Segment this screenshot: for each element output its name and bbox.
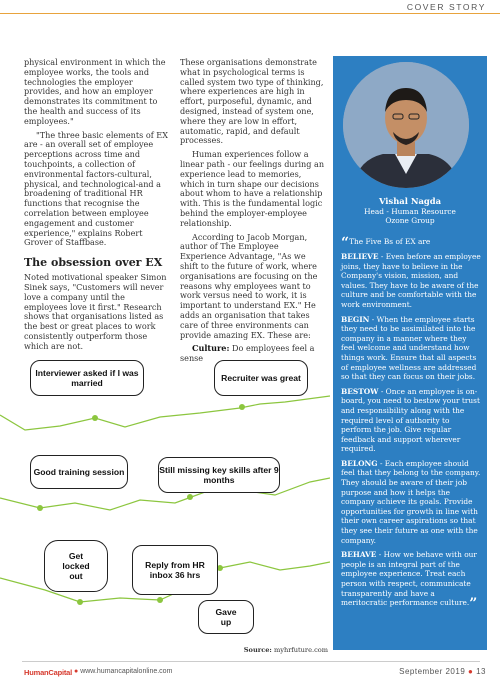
sidebar-item-label: BELONG — [341, 458, 378, 468]
logo-part: Capital — [48, 668, 73, 677]
journey-dot — [187, 494, 193, 500]
sidebar-item-label: BEGIN — [341, 314, 370, 324]
profile-photo — [343, 62, 469, 188]
sidebar-item-label: BEHAVE — [341, 550, 377, 560]
sidebar-item-text: - How we behave with our people is an integral part of the employee experience. Treat each person with respect, communicate transparently and have a meritocratic performance culture. — [341, 550, 477, 608]
footer-rule — [22, 661, 480, 662]
sidebar-item — [341, 459, 481, 545]
bubble-text: Reply from HR inbox 36 hrs — [145, 560, 205, 580]
paragraph: physical environment in which the employee works, the tools and technologies the employer provides, and how an employer demonstrates its commitment to the health and success of its employees." — [24, 57, 166, 126]
article-column-2 — [180, 58, 326, 368]
article-column-1 — [24, 58, 170, 356]
speech-bubble — [158, 457, 280, 493]
person-icon — [343, 62, 469, 188]
source-label: Source: — [243, 646, 272, 654]
header-rule — [0, 13, 500, 14]
sidebar-item-text: - Each employee should feel that they belong to the company. They should be aware of their job purpose and how it helps the company achieve its goals. Provide opportunities for growth in line with their own career aspirations so that they see their future as one with the company. — [341, 458, 481, 545]
paragraph: Noted motivational speaker Simon Sinek says, "Customers will never love a company until the employees love it first." Research shows that organisations listed as the best or great places to work consistently outperform those which are not. — [24, 272, 167, 351]
speech-bubble — [214, 360, 308, 396]
paragraph: Human experiences follow a linear path - our feelings during an experience lead to memories, which in turn shape our decisions about whom to have a relationship with. This is the fundamental logic behind the employer-employee relationship. — [180, 149, 325, 228]
footer-url — [74, 668, 172, 675]
section-label: COVER STORY — [406, 2, 486, 12]
sidebar-item-text: - When the employee starts they need to be assimilated into the company in a manner where they feel welcome and understand how things work. Ensure that all aspects of employee wellness are addressed so that they can focus on their jobs. — [341, 314, 477, 382]
sidebar-item-label: BESTOW — [341, 386, 379, 396]
paragraph: According to Jacob Morgan, author of The Employee Experience Advantage, "As we shift to the future of work, where organisations are focusing on the reasons why employees want to work versus need to work, it is important to understand EX." He adds an organisation that takes care of three environments can provide amazing EX. These are: — [180, 231, 318, 340]
culture-text: Do employees feel a sense — [180, 343, 315, 364]
source-credit — [244, 646, 328, 654]
speech-bubble — [30, 360, 144, 396]
culture-label: Culture: — [192, 343, 230, 354]
journey-dot — [157, 597, 163, 603]
publication-logo — [24, 668, 72, 677]
bubble-text: Still missing key skills after 9 months — [159, 465, 279, 485]
page-number: 13 — [476, 667, 486, 676]
sidebar-item-text: - Once an employee is on-board, you need to bestow your trust and responsibility along with the required level of authority to perform the job. Give regular feedback and support wherever required. — [341, 386, 480, 454]
bubble-text: Gave up — [215, 607, 237, 627]
sidebar-item — [341, 252, 481, 310]
issue-date: September 2019 — [399, 667, 466, 676]
sidebar-item-label: BELIEVE — [341, 252, 379, 261]
logo-part: Human — [24, 668, 49, 677]
paragraph: "The three basic elements of EX are - an overall set of employee perceptions across time and touchpoints, a collection of environmental factors-cultural, physical, and technological-and a broadening of traditional HR functions that recognise the correlation between employee engagement and customer experience," explains Robert Grover of Staffbase. — [24, 129, 168, 248]
journey-dot — [77, 599, 83, 605]
sidebar-item — [341, 550, 481, 613]
profile-role: Head - Human Resource — [364, 207, 456, 216]
speech-bubble — [44, 540, 108, 592]
sidebar-item-text: - Even before an employee joins, they have to believe in the Company's vision, mission, and values. They have to be aware of the culture and be comfortable with the work environment. — [341, 252, 481, 309]
sidebar-intro-text: The Five Bs of EX are — [349, 237, 431, 246]
sidebar-item — [341, 315, 481, 382]
profile-name: Vishal Nagda — [378, 196, 442, 206]
bubble-text: Good training session — [33, 467, 125, 477]
profile-company: Ozone Group — [385, 216, 435, 225]
bubble-text: Interviewer asked if I was married — [35, 368, 139, 388]
footer-url-text[interactable]: www.humancapitalonline.com — [80, 668, 173, 675]
journey-dot — [92, 415, 98, 421]
bullet-icon: ● — [468, 667, 474, 676]
bubble-text: Recruiter was great — [221, 373, 301, 383]
journey-dot — [239, 404, 245, 410]
footer-date — [399, 667, 486, 676]
bullet-icon: ● — [74, 668, 79, 675]
sidebar-content — [341, 237, 481, 613]
source-text: myhrfuture.com — [273, 646, 328, 654]
sidebar-intro — [341, 235, 481, 251]
speech-bubble — [132, 545, 218, 595]
bubble-text: Get locked out — [62, 551, 90, 581]
journey-line-1 — [0, 396, 330, 430]
open-quote-icon: “ — [341, 235, 350, 251]
close-quote-icon: ” — [469, 596, 478, 613]
paragraph: These organisations demonstrate what in psychological terms is called system two type of thinking, where experiences are high in effort, purposeful, dynamic, and designed, instead of system one, where they are low in effort, automatic, rapid, and default processes. — [180, 57, 324, 146]
sidebar-item — [341, 387, 481, 454]
section-heading: The obsession over EX — [24, 256, 163, 270]
journey-dot — [37, 505, 43, 511]
speech-bubble — [30, 455, 128, 489]
speech-bubble — [198, 600, 254, 634]
